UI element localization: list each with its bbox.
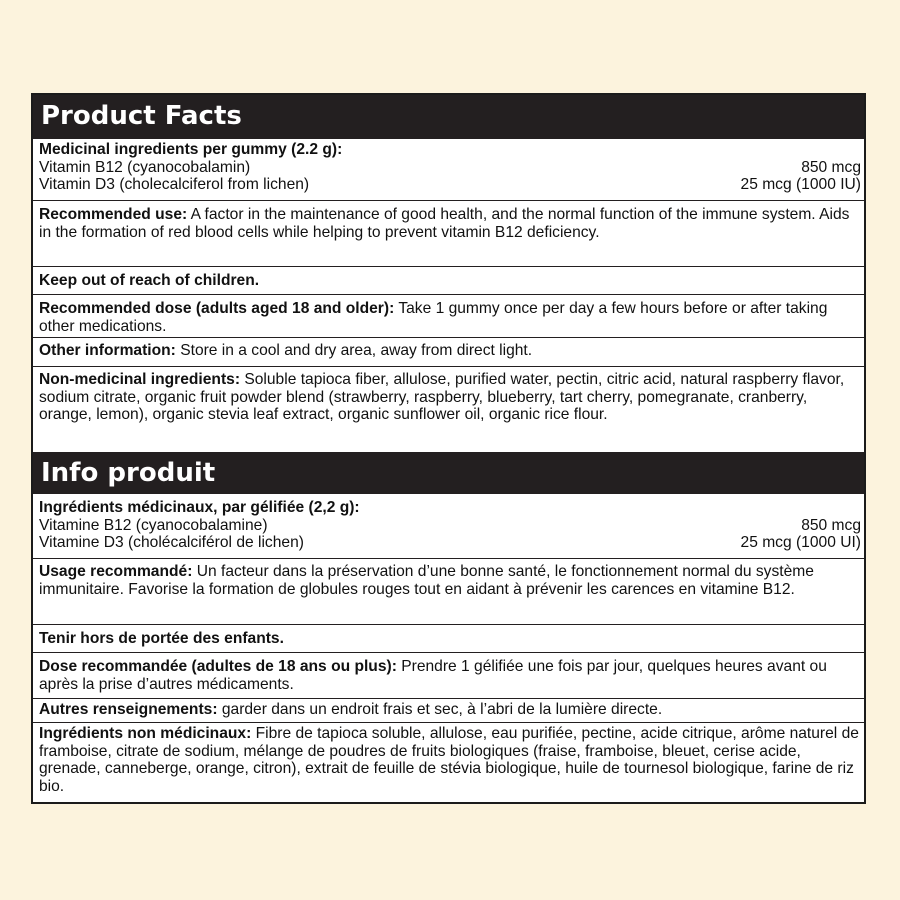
ingredients-medicinaux-section xyxy=(33,494,864,558)
ingredient-name: Vitamine B12 (cyanocobalamine) xyxy=(39,516,268,534)
autres-renseignements-text: garder dans un endroit frais et sec, à l’abri de la lumière directe. xyxy=(217,701,663,718)
tenir-hors-section xyxy=(33,624,864,652)
recommended-use-text: A factor in the maintenance of good health, and the normal function of the immune system. Aids in the formation of red blood cells while helping to prevent vitamin B12 deficiency. xyxy=(39,206,850,241)
ingredient-amount: 850 mcg xyxy=(801,516,861,534)
ingredient-name: Vitamine D3 (cholécalciférol de lichen) xyxy=(39,534,304,551)
keep-out-section xyxy=(33,266,864,294)
ingredients-non-medicinaux-section xyxy=(33,722,864,802)
autres-renseignements-section xyxy=(33,698,864,722)
info-produit-header xyxy=(33,452,864,494)
recommended-use-section xyxy=(33,200,864,266)
ingredient-amount: 850 mcg xyxy=(801,158,861,176)
non-medicinal-ingredients-section xyxy=(33,366,864,452)
usage-recommande-label: Usage recommandé: xyxy=(39,563,193,580)
ingredient-row xyxy=(39,159,861,177)
autres-renseignements-label: Autres renseignements: xyxy=(39,701,218,718)
dose-recommandee-section xyxy=(33,652,864,698)
non-medicinal-ingredients-text: Soluble tapioca fiber, allulose, purified water, pectin, citric acid, natural raspberry flavor, sodium citrate, organic fruit powder blend (strawberry, raspberry, blueberry, tart cherry, pomegranate, cranberry, orange, lemon), organic stevia leaf extract, organic sunflower oil, organic rice flour. xyxy=(39,371,845,423)
product-facts-header xyxy=(33,95,864,139)
recommended-dose-label: Recommended dose (adults aged 18 and older): xyxy=(39,300,395,317)
recommended-dose-text: Take 1 gummy once per day a few hours before or after taking other medications. xyxy=(39,300,828,335)
keep-out-text: Keep out of reach of children. xyxy=(39,272,260,289)
ingredients-non-medicinaux-label: Ingrédients non médicinaux: xyxy=(39,725,252,742)
ingredient-amount: 25 mcg (1000 IU) xyxy=(740,176,861,193)
ingredients-non-medicinaux-text: Fibre de tapioca soluble, allulose, eau purifiée, pectine, acide citrique, arôme naturel de framboise, citrate de sodium, mélange de poudres de fruits biologiques (fraise, framboise, bleuet, cerise acide, grenade, canneberge, orange, citron), extrait de feuille de stévia biologique, huile de tournesol biologique, farine de riz bio. xyxy=(39,725,859,795)
medicinal-ingredients-heading: Medicinal ingredients per gummy (2.2 g): xyxy=(39,141,343,158)
ingredient-row xyxy=(39,534,861,552)
tenir-hors-text: Tenir hors de portée des enfants. xyxy=(39,630,284,647)
product-facts-panel xyxy=(31,93,866,804)
ingredient-row xyxy=(39,517,861,535)
product-facts-title: Product Facts xyxy=(41,101,242,131)
recommended-use-label: Recommended use: xyxy=(39,206,188,223)
medicinal-ingredients-section xyxy=(33,139,864,200)
other-information-section xyxy=(33,337,864,366)
dose-recommandee-text: Prendre 1 gélifiée une fois par jour, quelques heures avant ou après la prise d’autres médicaments. xyxy=(39,658,827,693)
usage-recommande-section xyxy=(33,558,864,624)
ingredients-medicinaux-heading: Ingrédients médicinaux, par gélifiée (2,2 g): xyxy=(39,499,360,516)
non-medicinal-ingredients-label: Non-medicinal ingredients: xyxy=(39,371,241,388)
ingredient-name: Vitamin D3 (cholecalciferol from lichen) xyxy=(39,176,310,193)
recommended-dose-section xyxy=(33,294,864,337)
other-information-text: Store in a cool and dry area, away from direct light. xyxy=(175,342,533,359)
other-information-label: Other information: xyxy=(39,342,176,359)
ingredient-name: Vitamin B12 (cyanocobalamin) xyxy=(39,158,251,176)
ingredient-row xyxy=(39,176,861,194)
info-produit-title: Info produit xyxy=(41,458,216,488)
dose-recommandee-label: Dose recommandée (adultes de 18 ans ou plus): xyxy=(39,658,397,675)
ingredient-amount: 25 mcg (1000 UI) xyxy=(740,534,861,551)
usage-recommande-text: Un facteur dans la préservation d’une bonne santé, le fonctionnement normal du système immunitaire. Favorise la formation de globules rouges tout en aidant à prévenir les carences en vitamine B12. xyxy=(39,563,814,598)
